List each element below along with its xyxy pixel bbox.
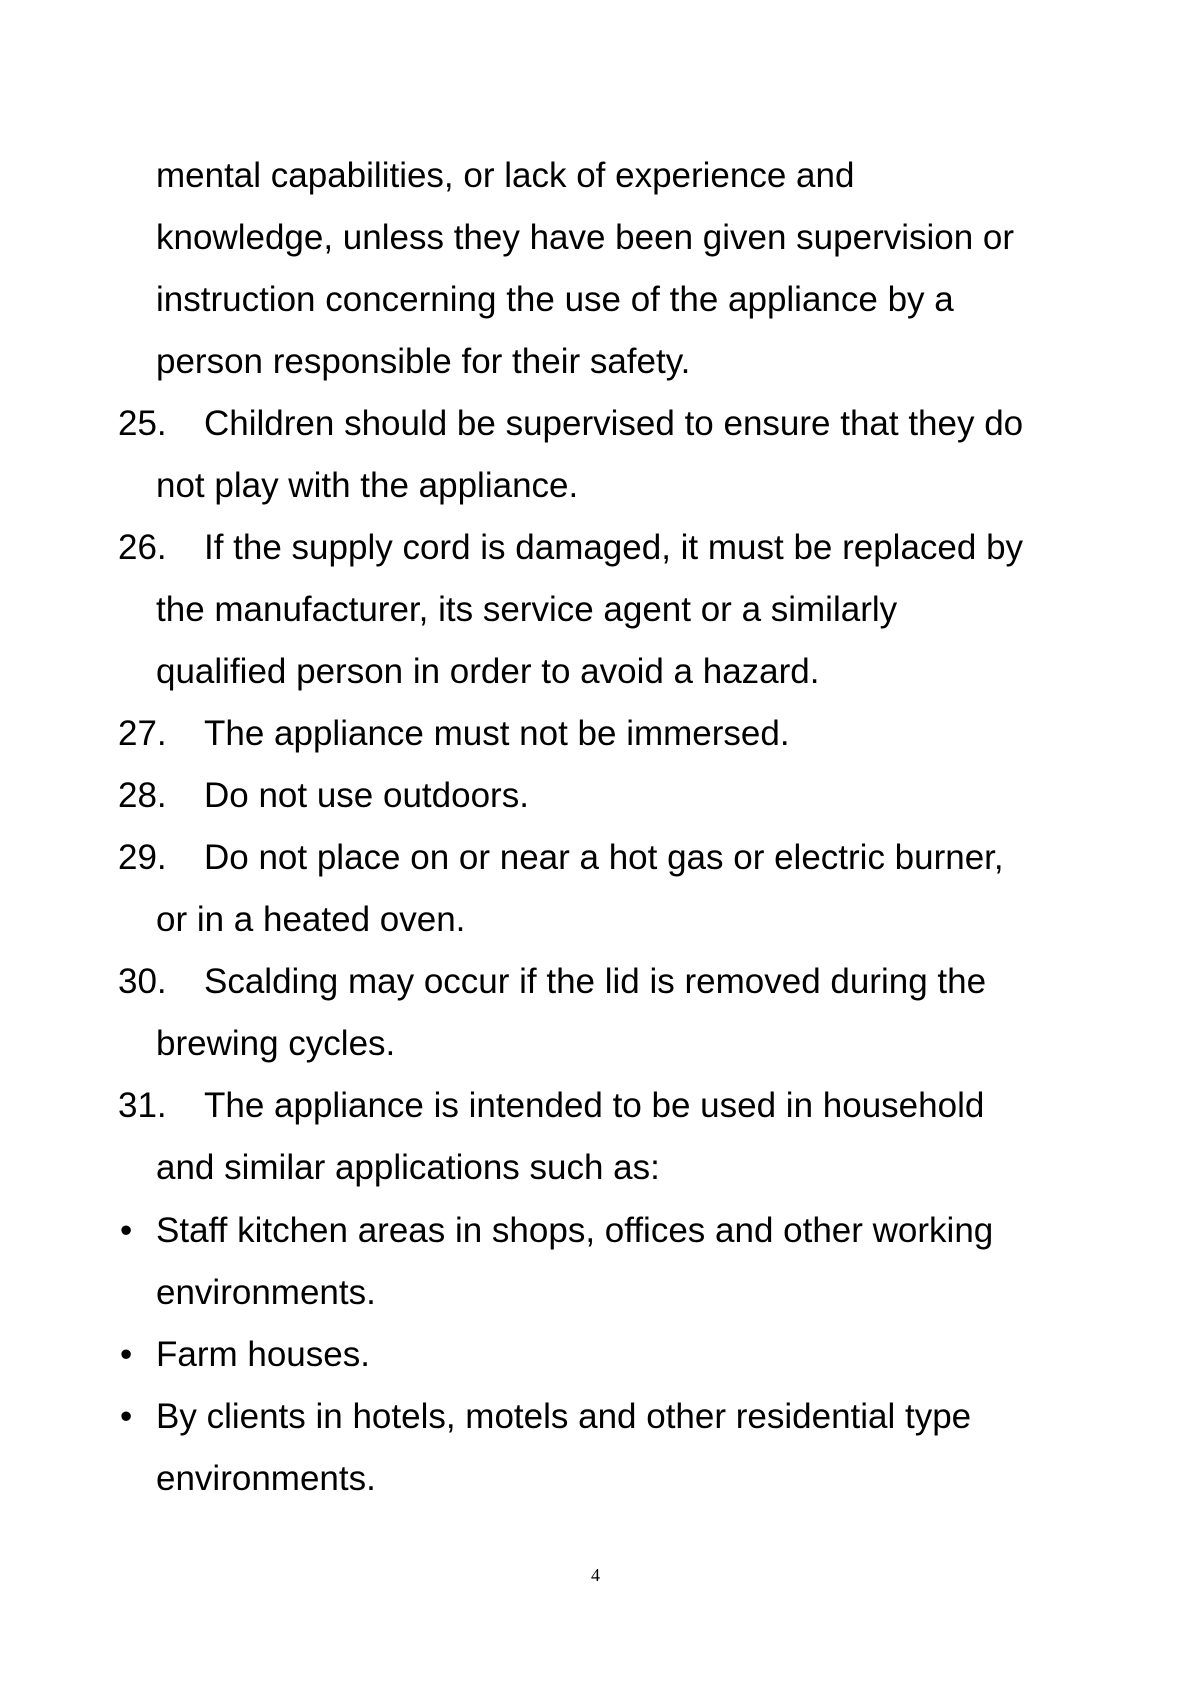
item-line: the manufacturer, its service agent or a similarly — [156, 590, 898, 629]
page-number: 4 — [591, 1565, 600, 1585]
item-number: 27. — [118, 714, 167, 753]
item-line: not play with the appliance. — [156, 466, 579, 505]
bullet-line: Farm houses. — [156, 1335, 370, 1374]
item-line: Do not place on or near a hot gas or electric burner, — [204, 838, 1004, 877]
item-line: Do not use outdoors. — [204, 776, 529, 815]
continuation-line: mental capabilities, or lack of experience and — [156, 156, 855, 195]
item-number: 30. — [118, 962, 167, 1001]
item-number: 25. — [118, 404, 167, 443]
continuation-line: knowledge, unless they have been given supervision or — [156, 218, 1015, 257]
bullet-line: environments. — [156, 1273, 376, 1312]
item-line: Children should be supervised to ensure that they do — [204, 404, 1024, 443]
continuation-line: person responsible for their safety. — [156, 342, 691, 381]
bullet-icon: • — [120, 1211, 133, 1250]
item-line: or in a heated oven. — [156, 900, 466, 939]
item-line: If the supply cord is damaged, it must be replaced by — [204, 528, 1024, 567]
item-number: 28. — [118, 776, 167, 815]
item-line: Scalding may occur if the lid is removed during the — [204, 962, 987, 1001]
bullet-line: environments. — [156, 1459, 376, 1498]
item-line: qualified person in order to avoid a hazard. — [156, 652, 820, 691]
item-number: 31. — [118, 1086, 167, 1125]
bullet-line: Staff kitchen areas in shops, offices and other working — [156, 1211, 994, 1250]
continuation-line: instruction concerning the use of the appliance by a — [156, 280, 954, 319]
item-number: 26. — [118, 528, 167, 567]
item-number: 29. — [118, 838, 167, 877]
item-line: and similar applications such as: — [156, 1148, 660, 1187]
item-line: The appliance must not be immersed. — [204, 714, 790, 753]
item-line: brewing cycles. — [156, 1024, 396, 1063]
bullet-icon: • — [120, 1397, 133, 1436]
bullet-icon: • — [120, 1335, 133, 1374]
bullet-line: By clients in hotels, motels and other residential type — [156, 1397, 972, 1436]
item-line: The appliance is intended to be used in household — [204, 1086, 985, 1125]
